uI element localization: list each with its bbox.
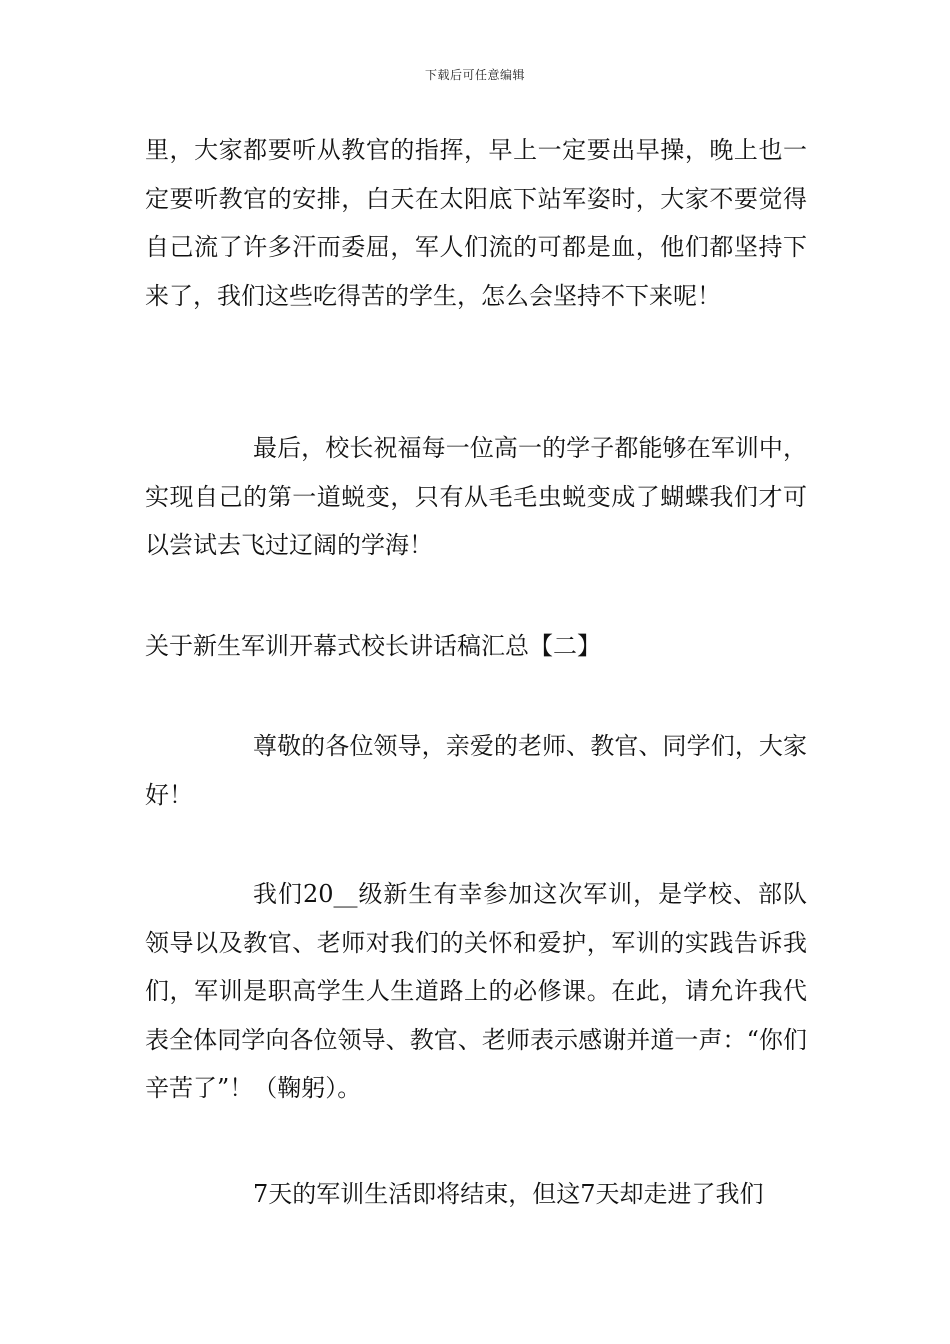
paragraph-3: 尊敬的各位领导，亲爱的老师、教官、同学们，大家好！ — [145, 732, 807, 809]
paragraph-1: 里，大家都要听从教官的指挥，早上一定要出早操，晚上也一定要听教官的安排，白天在太阳底下站军姿时，大家不要觉得自己流了许多汗而委屈，军人们流的可都是血，他们都坚持下来了，我们这些吃得苦的学生，怎么会坚持不下来呢！ — [145, 136, 807, 310]
section-heading: 关于新生军训开幕式校长讲话稿汇总【二】 — [145, 632, 601, 660]
paragraph-2: 最后，校长祝福每一位高一的学子都能够在军训中，实现自己的第一道蜕变，只有从毛毛虫蜕变成了蝴蝶我们才可以尝试去飞过辽阔的学海！ — [145, 434, 807, 559]
paragraph-4: 我们20__级新生有幸参加这次军训，是学校、部队领导以及教官、老师对我们的关怀和爱护，军训的实践告诉我们，军训是职高学生人生道路上的必修课。在此，请允许我代表全体同学向各位领导、教官、老师表示感谢并道一声：“你们辛苦了”！（鞠躬）。 — [145, 880, 807, 1102]
paragraph-5: 7天的军训生活即将结束，但这7天却走进了我们 — [253, 1180, 764, 1208]
page-header-note: 下载后可任意编辑 — [424, 68, 525, 82]
